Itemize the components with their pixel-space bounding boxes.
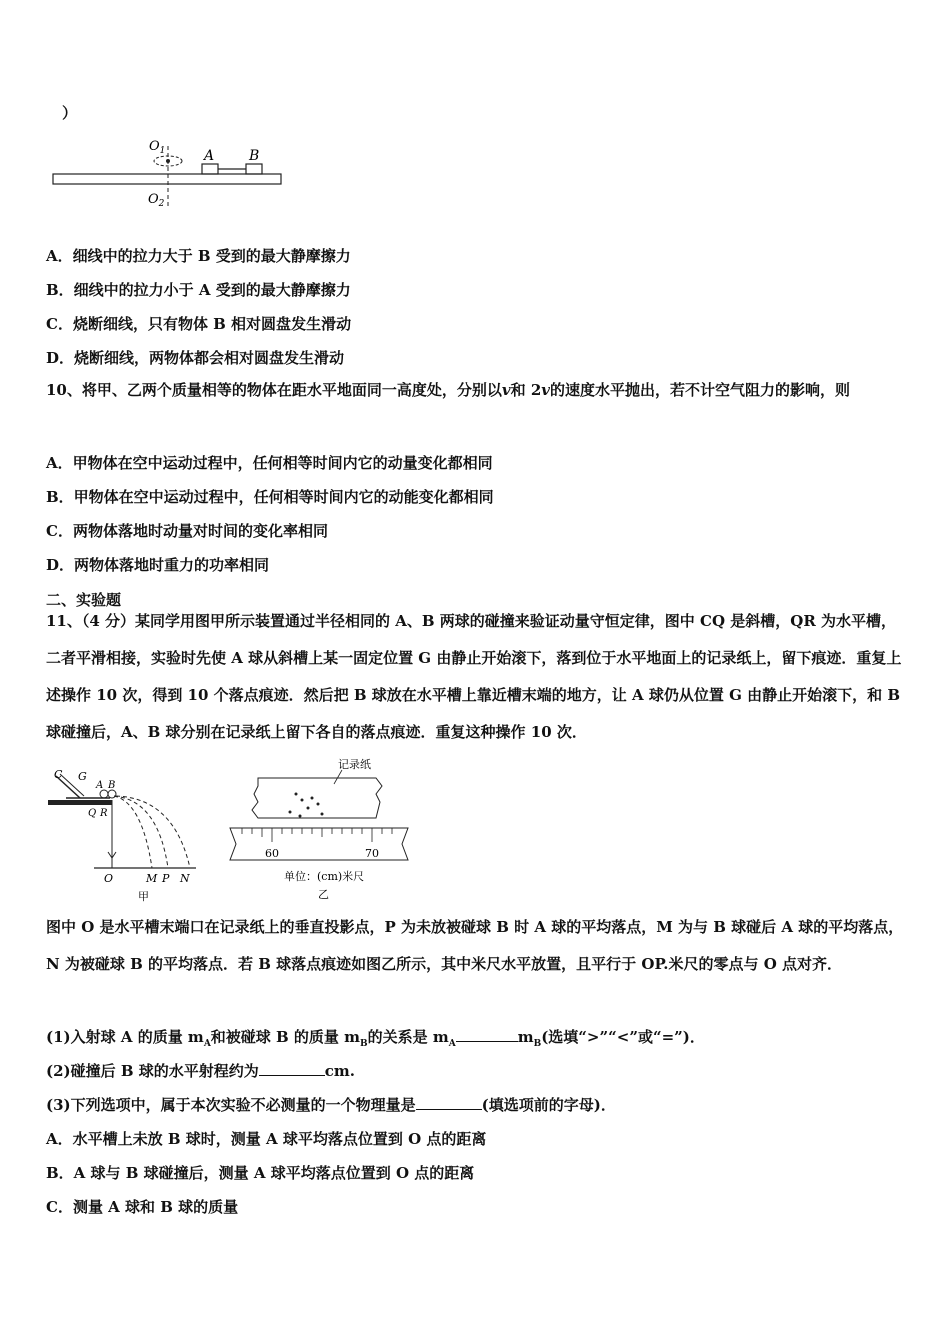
q11-description: 图中 O 是水平槽末端口在记录纸上的垂直投影点，P 为未放被碰球 B 时 A 球的平均落点，M 为与 B 球碰后 A 球的平均落点，N 为被碰球 B 的平均落点．若 B 球落点痕迹如图乙所示，其中米尺水平放置，且平行于 OP.米尺的零点与 O 点对齐． — [46, 918, 904, 973]
q10-option-c: C．两物体落地时动量对时间的变化率相同 — [46, 522, 328, 540]
svg-text:P: P — [162, 872, 170, 885]
q10-option-d: D．两物体落地时重力的功率相同 — [46, 556, 270, 574]
path-n — [116, 796, 190, 868]
svg-text:C: C — [54, 768, 63, 781]
q10-option-a: A．甲物体在空中运动过程中，任何相等时间内它的动量变化都相同 — [46, 454, 493, 472]
ball-b — [108, 790, 116, 798]
ruler-figure — [222, 756, 414, 908]
label-o2: $O_2$ — [148, 192, 165, 209]
q11-sub3: (3)下列选项中，属于本次实验不必测量的一个物理量是 (填选项前的字母)． — [46, 1096, 616, 1114]
disc-figure — [46, 132, 296, 212]
q10-option-b: B．甲物体在空中运动过程中，任何相等时间内它的动能变化都相同 — [46, 488, 494, 506]
axis-dot — [166, 159, 170, 163]
q11-stem: 11、（4 分）某同学用图甲所示装置通过半径相同的 A、B 两球的碰撞来验证动量守恒定律，图中 CQ 是斜槽，QR 为水平槽，二者平滑相接，实验时先使 A 球从斜槽上某一固定位置 G 由静止开始滚下，落到位于水平地面上的记录纸上，留下痕迹．重复上述操作 10 次，得到 10 个落点痕迹．然后把 B 球放在水平槽上靠近槽末端的地方，让 A 球仍从位置 G 由静止开始滚下，和 B 球碰撞后，A、B 球分别在记录纸上留下各自的落点痕迹．重复这种操作 10 次． — [46, 612, 902, 741]
svg-text:乙: 乙 — [318, 888, 329, 901]
top-paren: ） — [62, 104, 78, 122]
svg-text:甲: 甲 — [138, 890, 149, 903]
table — [48, 800, 112, 805]
apparatus-figure — [46, 762, 206, 908]
q10-stem: 10、将甲、乙两个质量相等的物体在距水平地面同一高度处，分别以v和 2v的速度水平抛出，若不计空气阻力的影响，则 — [46, 381, 851, 399]
record-paper — [252, 778, 382, 818]
q11-option-a: A．水平槽上未放 B 球时，测量 A 球平均落点位置到 O 点的距离 — [46, 1130, 487, 1148]
block-b — [246, 164, 262, 174]
q9-option-d: D．烧断细线，两物体都会相对圆盘发生滑动 — [46, 349, 345, 367]
svg-text:单位：(cm)米尺: 单位：(cm)米尺 — [284, 870, 365, 883]
disc-plate — [53, 174, 281, 184]
svg-text:Q: Q — [88, 808, 97, 819]
svg-text:B: B — [108, 780, 116, 791]
q11-option-c: C．测量 A 球和 B 球的质量 — [46, 1198, 239, 1216]
svg-text:N: N — [180, 872, 190, 885]
q11-option-b: B．A 球与 B 球碰撞后，测量 A 球平均落点位置到 O 点的距离 — [46, 1164, 475, 1182]
label-o1: $O_1$ — [149, 139, 166, 156]
section-title: 二、实验题 — [46, 591, 122, 609]
svg-text:70: 70 — [365, 847, 379, 860]
block-a — [202, 164, 218, 174]
paper-label: 记录纸 — [338, 758, 371, 771]
label-a: A — [204, 148, 215, 164]
q11-sub2: (2)碰撞后 B 球的水平射程约为 cm. — [46, 1062, 355, 1080]
path-p — [114, 796, 168, 868]
svg-text:A: A — [96, 780, 104, 791]
answer-blank-2[interactable] — [259, 1061, 325, 1076]
path-m — [114, 796, 152, 868]
answer-blank-3[interactable] — [416, 1095, 482, 1110]
q11-sub1: (1)入射球 A 的质量 $m_A$和被碰球 B 的质量 $m_B$的关系是 $m_A$ $m_B$(选填“>”“<”或“=”)． — [46, 1028, 705, 1049]
q9-option-b: B．细线中的拉力小于 A 受到的最大静摩擦力 — [46, 281, 351, 299]
svg-text:R: R — [100, 808, 108, 819]
svg-text:M: M — [146, 872, 158, 885]
answer-blank-1[interactable] — [456, 1027, 518, 1042]
svg-text:G: G — [78, 770, 87, 783]
label-b: B — [249, 148, 260, 164]
q9-option-a: A．细线中的拉力大于 B 受到的最大静摩擦力 — [46, 247, 351, 265]
svg-text:O: O — [104, 872, 114, 885]
q9-option-c: C．烧断细线，只有物体 B 相对圆盘发生滑动 — [46, 315, 352, 333]
ball-a — [100, 790, 108, 798]
meter-ruler — [230, 828, 408, 860]
svg-text:60: 60 — [265, 847, 279, 860]
